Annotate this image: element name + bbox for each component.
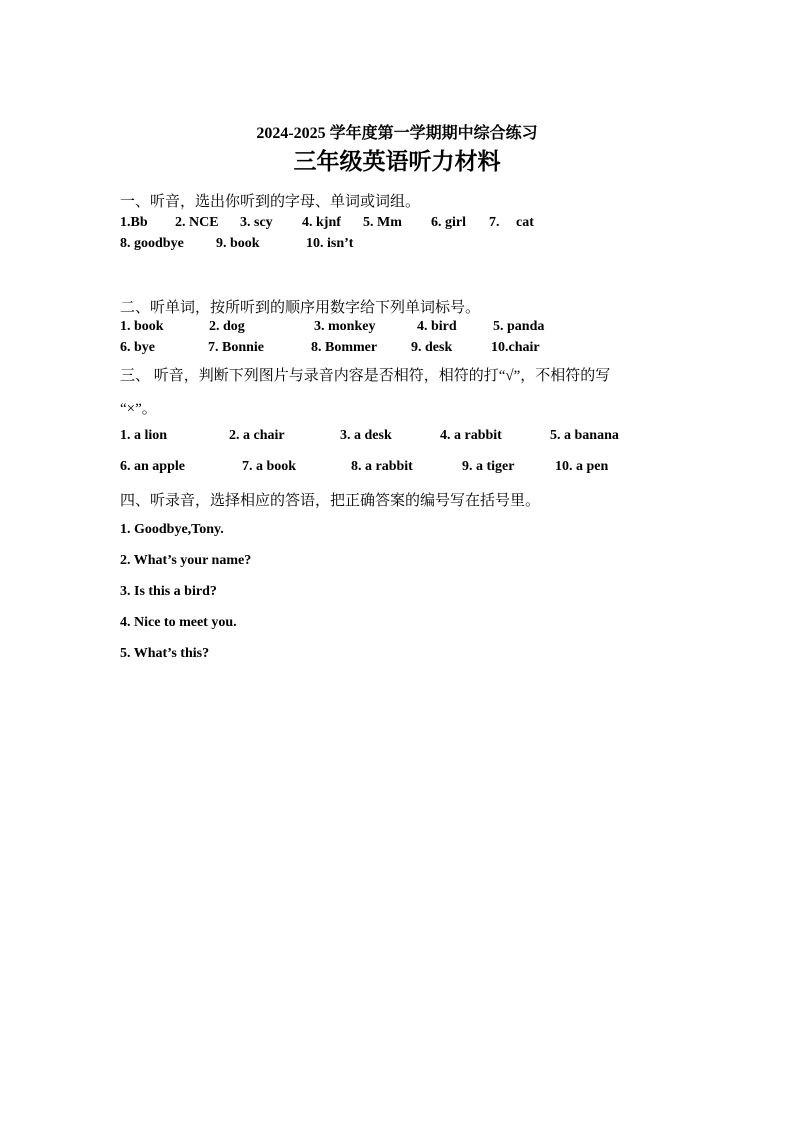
section4-heading: 四、听录音，选择相应的答语，把正确答案的编号写在括号里。 xyxy=(120,493,541,509)
list-item: 9. a tiger xyxy=(462,459,515,474)
list-item: 10. isn’t xyxy=(306,236,354,251)
list-item: cat xyxy=(516,215,534,230)
list-item: 5. What’s this? xyxy=(120,646,210,661)
main-title: 三年级英语听力材料 xyxy=(293,149,501,175)
list-item: 5. Mm xyxy=(363,215,402,230)
list-item: 1. book xyxy=(120,319,164,334)
list-item: 4. Nice to meet you. xyxy=(120,615,237,630)
list-item: 8. Bommer xyxy=(311,340,378,355)
list-item: 3. Is this a bird? xyxy=(120,584,217,599)
list-item: 2. What’s your name? xyxy=(120,553,252,568)
list-item: 6. girl xyxy=(431,215,466,230)
list-item: 10. a pen xyxy=(555,459,609,474)
list-item: 2. dog xyxy=(209,319,245,334)
section1-heading: 一、听音，选出你听到的字母、单词或词组。 xyxy=(120,194,421,210)
list-item: 7. xyxy=(489,215,500,230)
list-item: 1. Goodbye,Tony. xyxy=(120,522,224,537)
list-item: 3. monkey xyxy=(314,319,376,334)
list-item: 2. a chair xyxy=(229,428,285,443)
list-item: 3. a desk xyxy=(340,428,392,443)
list-item: 4. a rabbit xyxy=(440,428,502,443)
section3-heading-line2: “×”。 xyxy=(120,401,157,417)
list-item: 8. a rabbit xyxy=(351,459,413,474)
list-item: 7. Bonnie xyxy=(208,340,265,355)
list-item: 8. goodbye xyxy=(120,236,184,251)
list-item: 4. bird xyxy=(417,319,457,334)
list-item: 1.Bb xyxy=(120,215,148,230)
section2-heading: 二、听单词，按所听到的顺序用数字给下列单词标号。 xyxy=(120,300,481,316)
list-item: 5. panda xyxy=(493,319,545,334)
list-item: 6. an apple xyxy=(120,459,185,474)
list-item: 9. desk xyxy=(411,340,453,355)
list-item: 10.chair xyxy=(491,340,540,355)
list-item: 5. a banana xyxy=(550,428,619,443)
list-item: 4. kjnf xyxy=(302,215,341,230)
list-item: 2. NCE xyxy=(175,215,219,230)
list-item: 7. a book xyxy=(242,459,297,474)
section3-heading-line1: 三、 听音，判断下列图片与录音内容是否相符，相符的打“√”，不相符的写 xyxy=(120,368,611,384)
list-item: 3. scy xyxy=(240,215,273,230)
list-item: 1. a lion xyxy=(120,428,168,443)
list-item: 6. bye xyxy=(120,340,155,355)
list-item: 9. book xyxy=(216,236,260,251)
year-title: 2024-2025 学年度第一学期期中综合练习 xyxy=(256,125,538,142)
